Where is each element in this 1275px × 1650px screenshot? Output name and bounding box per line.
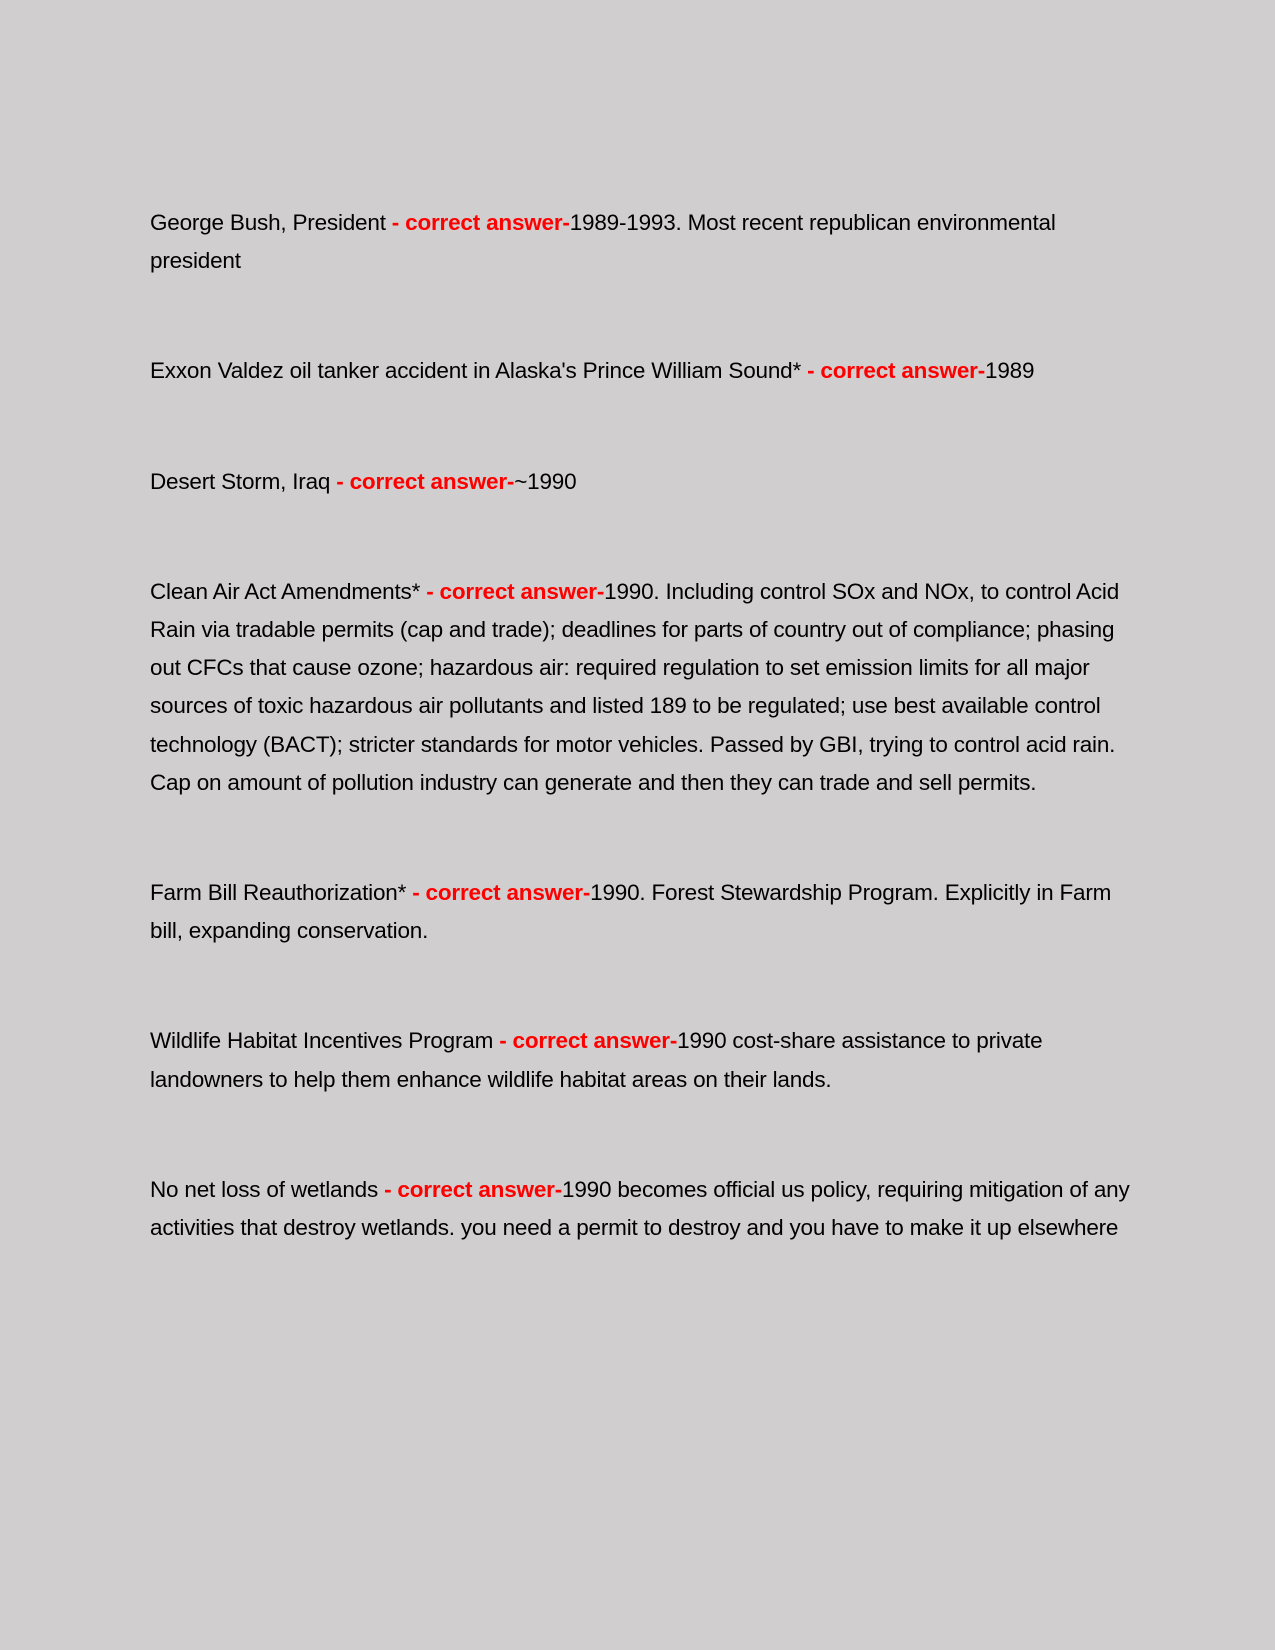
answer: 1990. Forest Stewardship Program. Explicitly in Farm bill, expanding conservation. bbox=[150, 880, 1112, 944]
answer: 1990. Including control SOx and NOx, to control Acid Rain via tradable permits (cap and trade); deadlines for parts of country out of compliance; phasing out CFCs that cause ozone; hazardous air: required regulation to set emission limits for all major sources of toxic hazardous air pollutants and listed 189 to be regulated; use best available control technology (BACT); stricter standards for motor vehicles. Passed by GBI, trying to control acid rain. Cap on amount of pollution industry can generate and then they can trade and sell permits. bbox=[150, 578, 1120, 795]
flashcard-entry bbox=[150, 1022, 1135, 1098]
term: No net loss of wetlands bbox=[150, 1176, 379, 1202]
term: Farm Bill Reauthorization* bbox=[150, 880, 407, 906]
correct-answer-label: - correct answer- bbox=[330, 468, 515, 494]
correct-answer-label: - correct answer- bbox=[406, 880, 591, 906]
answer: 1989-1993. Most recent republican environmental president bbox=[150, 210, 1056, 274]
correct-answer-label: - correct answer- bbox=[378, 1176, 563, 1202]
term: Clean Air Act Amendments* bbox=[150, 578, 421, 604]
flashcard-entry bbox=[150, 463, 1135, 501]
flashcard-entry bbox=[150, 874, 1135, 950]
flashcard-entry bbox=[150, 1171, 1135, 1247]
correct-answer-label: - correct answer- bbox=[801, 358, 985, 384]
flashcard-entry bbox=[150, 573, 1135, 802]
answer: ~1990 bbox=[514, 468, 577, 494]
answer: 1990 cost-share assistance to private landowners to help them enhance wildlife habitat areas on their lands. bbox=[150, 1028, 1043, 1092]
term: Desert Storm, Iraq bbox=[150, 468, 331, 494]
term: Wildlife Habitat Incentives Program bbox=[150, 1028, 494, 1054]
correct-answer-label: - correct answer- bbox=[493, 1028, 678, 1054]
term: Exxon Valdez oil tanker accident in Alaska's Prince William Sound* bbox=[150, 358, 802, 384]
flashcard-entry bbox=[150, 352, 1135, 390]
term: George Bush, President bbox=[150, 210, 386, 235]
document-page bbox=[150, 204, 1135, 1319]
correct-answer-label: - correct answer- bbox=[420, 578, 605, 604]
correct-answer-label: - correct answer- bbox=[385, 210, 570, 235]
answer: 1989 bbox=[985, 358, 1035, 384]
answer: 1990 becomes official us policy, requiring mitigation of any activities that destroy wetlands. you need a permit to destroy and you have to make it up elsewhere bbox=[150, 1176, 1130, 1241]
flashcard-entry bbox=[150, 204, 1135, 280]
